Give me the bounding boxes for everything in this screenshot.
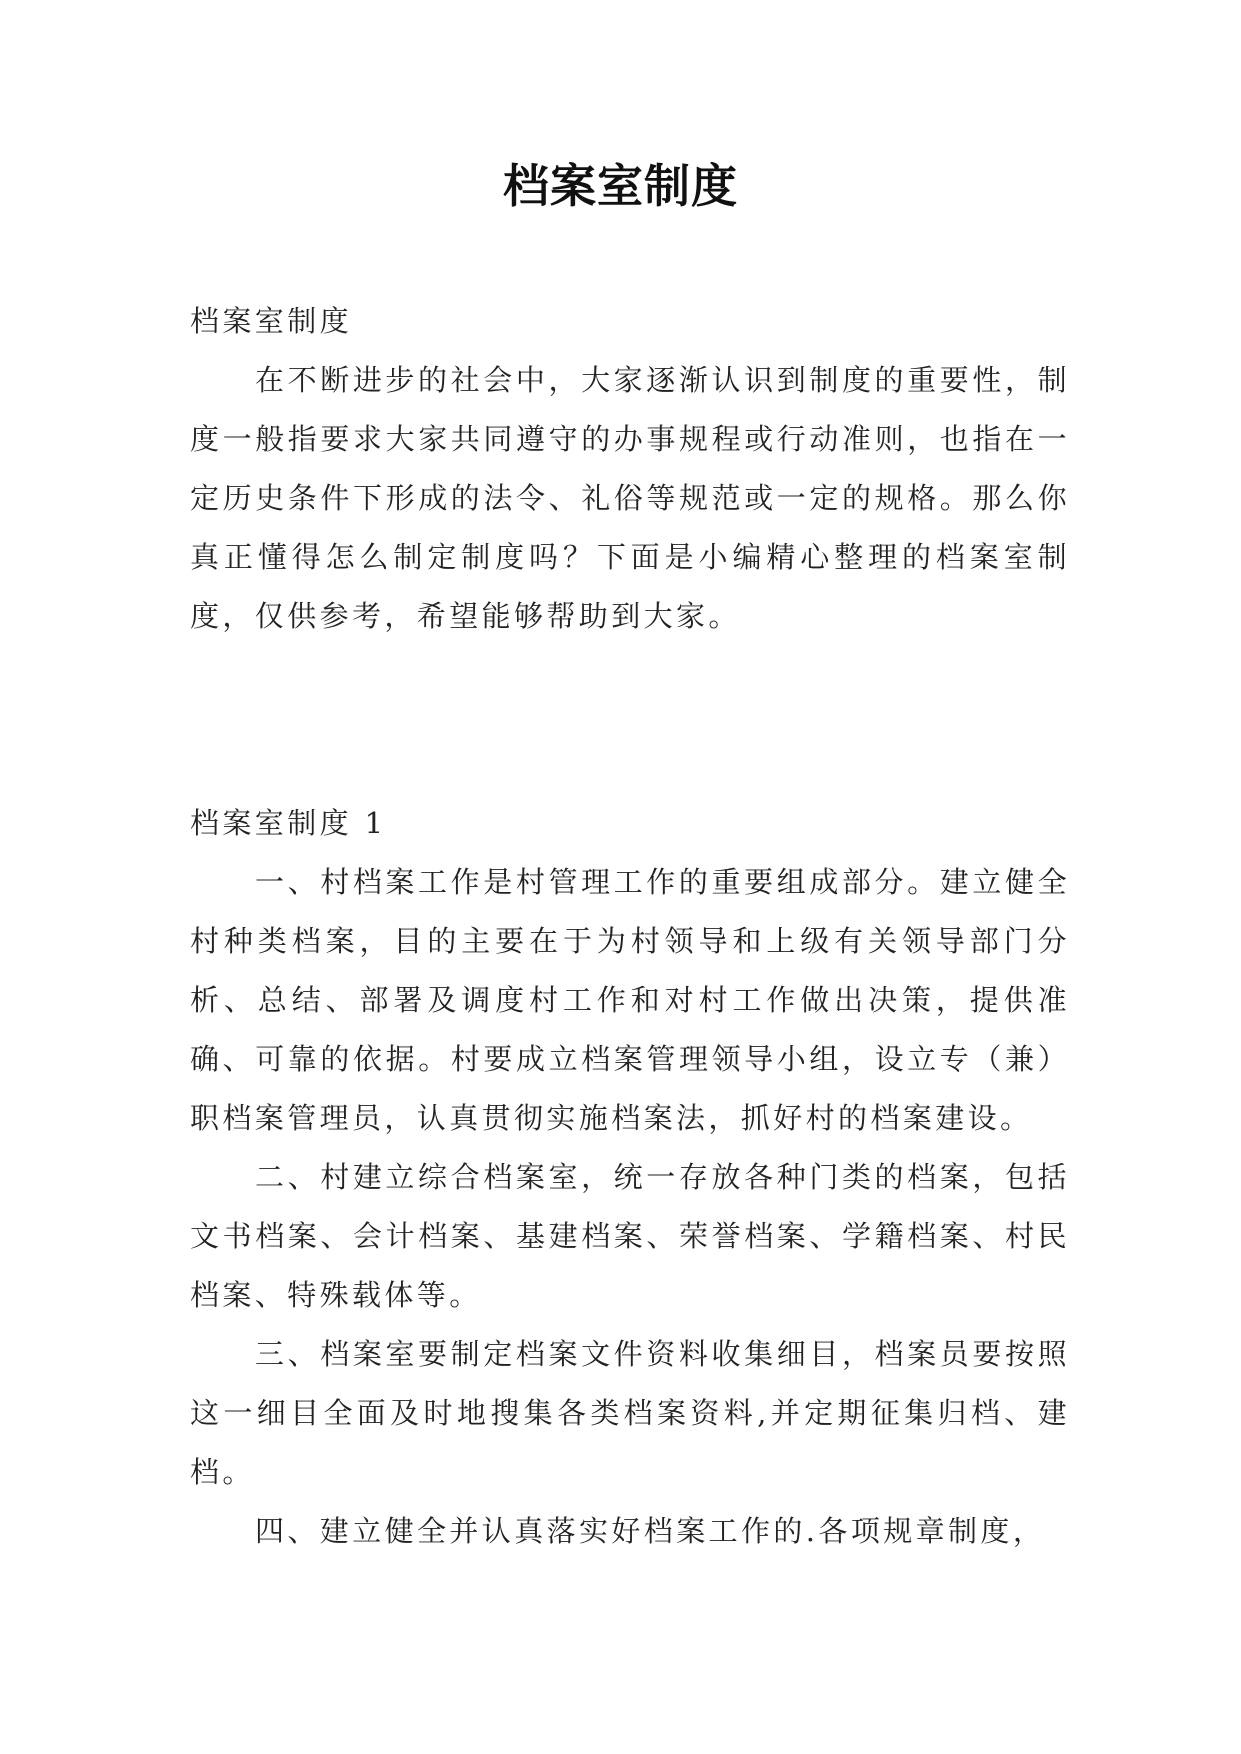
document-body — [190, 292, 1070, 1561]
document-title: 档案室制度 — [503, 159, 738, 213]
paragraph-1: 一、村档案工作是村管理工作的重要组成部分。建立健全村种类档案，目的主要在于为村领导和上级有关领导部门分析、总结、部署及调度村工作和对村工作做出决策，提供准确、可靠的依据。村要成立档案管理领导小组，设立专（兼）职档案管理员，认真贯彻实施档案法，抓好村的档案建设。 — [190, 865, 1070, 1135]
intro-paragraph: 在不断进步的社会中，大家逐渐认识到制度的重要性，制度一般指要求大家共同遵守的办事规程或行动准则，也指在一定历史条件下形成的法令、礼俗等规范或一定的规格。那么你真正懂得怎么制定制度吗？下面是小编精心整理的档案室制度，仅供参考，希望能够帮助到大家。 — [190, 363, 1070, 633]
paragraph-3: 三、档案室要制定档案文件资料收集细目，档案员要按照这一细目全面及时地搜集各类档案资料,并定期征集归档、建档。 — [190, 1337, 1070, 1489]
paragraph-4: 四、建立健全并认真落实好档案工作的.各项规章制度， — [255, 1514, 1046, 1548]
section-heading: 档案室制度 1 — [190, 806, 387, 840]
section-spacer — [190, 646, 1070, 794]
intro-heading: 档案室制度 — [190, 304, 353, 338]
paragraph-2: 二、村建立综合档案室，统一存放各种门类的档案，包括文书档案、会计档案、基建档案、荣誉档案、学籍档案、村民档案、特殊载体等。 — [190, 1160, 1070, 1312]
